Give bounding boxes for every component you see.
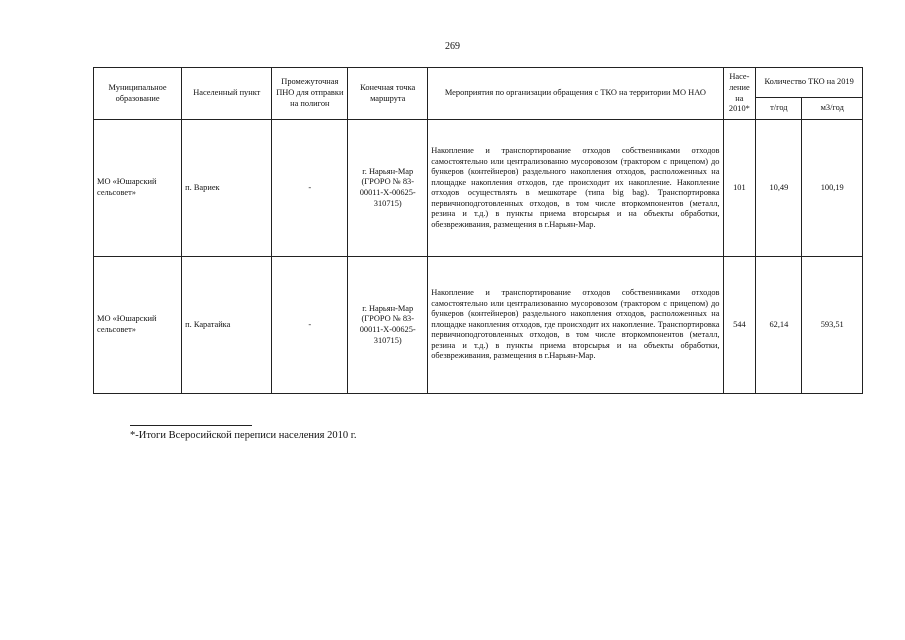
header-population: Насе-ление на 2010* xyxy=(723,68,756,120)
header-municipality: Муниципальное образование xyxy=(94,68,182,120)
cell-tons-per-year: 10,49 xyxy=(756,120,802,257)
cell-settlement: п. Каратайка xyxy=(182,257,272,394)
cell-route-endpoint: г. Нарьян-Мар (ГРОРО № 83-00011-Х-00625-310715) xyxy=(348,120,428,257)
cell-m3-per-year: 100,19 xyxy=(802,120,863,257)
table-row xyxy=(94,120,863,257)
page-number: 269 xyxy=(445,41,460,52)
header-m3-per-year: м3/год xyxy=(802,98,863,120)
waste-management-table xyxy=(93,67,863,394)
cell-intermediate-point: - xyxy=(272,120,348,257)
cell-tons-per-year: 62,14 xyxy=(756,257,802,394)
footnote-divider xyxy=(130,425,252,426)
header-settlement: Населенный пункт xyxy=(182,68,272,120)
cell-municipality: МО «Юшарский сельсовет» xyxy=(94,257,182,394)
cell-population: 101 xyxy=(723,120,756,257)
table-row xyxy=(94,257,863,394)
footnote: *-Итоги Всеросийской переписи населения 2010 г. xyxy=(130,430,357,441)
cell-intermediate-point: - xyxy=(272,257,348,394)
cell-measures: Накопление и транспортирование отходов собственниками отходов самостоятельно или централизованно мусоровозом (трактором с прицепом) до бункеров (контейнеров) раздельного накопления отходов, расположенных на площадке накопления отходов, где происходит их накопление. Накопление отходов осуществлять в мешкотаре (типа big bag). Транспортировка первичноподготовленных отходов, в том числе вторкомпонентов (металл, резина и т.д.) в пункты приема вторсырья и на объекты обработки, обезвреживания, размещения в г.Нарьян-Мар. xyxy=(428,120,723,257)
cell-m3-per-year: 593,51 xyxy=(802,257,863,394)
header-intermediate-point: Промежуточная ПНО для отправки на полигон xyxy=(272,68,348,120)
cell-municipality: МО «Юшарский сельсовет» xyxy=(94,120,182,257)
header-route-endpoint: Конечная точка маршрута xyxy=(348,68,428,120)
header-tons-per-year: т/год xyxy=(756,98,802,120)
header-quantity-group: Количество ТКО на 2019 xyxy=(756,68,863,98)
cell-population: 544 xyxy=(723,257,756,394)
cell-measures: Накопление и транспортирование отходов собственниками отходов самостоятельно или централизованно мусоровозом (трактором с прицепом) до бункеров (контейнеров) раздельного накопления отходов, расположенных на площадке накопления отходов, где происходит их накопление. Транспортировка первичноподготовленных отходов, в том числе вторкомпонентов (металл, резина и т.д.) в пункты приема вторсырья и на объекты обработки, обезвреживания, размещения в г.Нарьян-Мар. xyxy=(428,257,723,394)
cell-route-endpoint: г. Нарьян-Мар (ГРОРО № 83-00011-Х-00625-310715) xyxy=(348,257,428,394)
cell-settlement: п. Вариек xyxy=(182,120,272,257)
header-measures: Мероприятия по организации обращения с ТКО на территории МО НАО xyxy=(428,68,723,120)
